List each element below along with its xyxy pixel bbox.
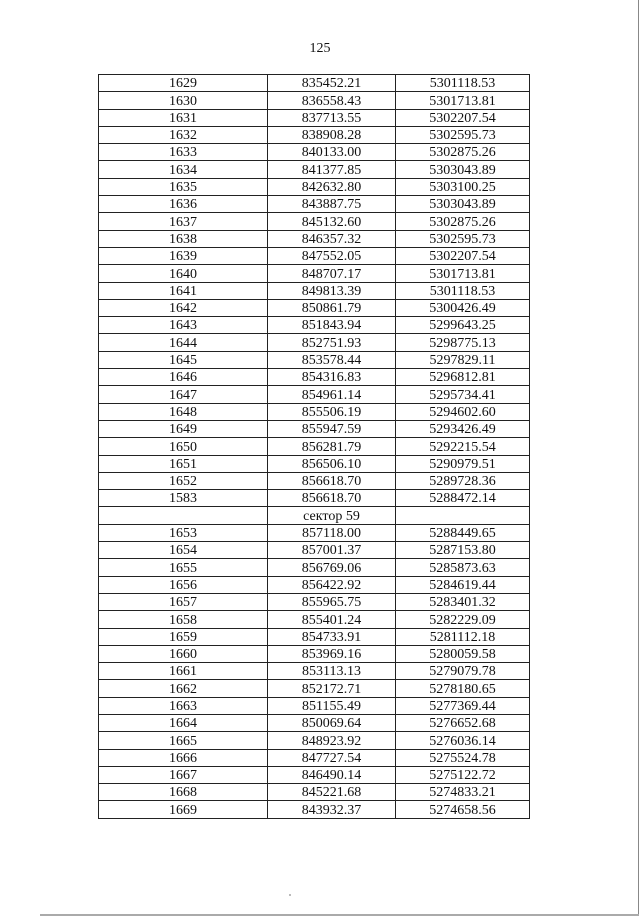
- point-number-cell: 1634: [99, 161, 268, 178]
- x-coordinate-cell: 856281.79: [268, 438, 396, 455]
- table-row: [99, 697, 530, 714]
- y-coordinate-cell: 5281112.18: [396, 628, 530, 645]
- point-number-cell: 1646: [99, 369, 268, 386]
- y-coordinate-cell: 5279079.78: [396, 663, 530, 680]
- table-row: [99, 628, 530, 645]
- point-number-cell: 1637: [99, 213, 268, 230]
- x-coordinate-cell: 857118.00: [268, 524, 396, 541]
- table-row: [99, 438, 530, 455]
- x-coordinate-cell: 840133.00: [268, 144, 396, 161]
- y-coordinate-cell: 5295734.41: [396, 386, 530, 403]
- point-number-cell: 1666: [99, 749, 268, 766]
- y-coordinate-cell: 5288472.14: [396, 490, 530, 507]
- x-coordinate-cell: 846490.14: [268, 766, 396, 783]
- y-coordinate-cell: 5293426.49: [396, 420, 530, 437]
- section-empty-cell: [99, 507, 268, 524]
- x-coordinate-cell: 856769.06: [268, 559, 396, 576]
- point-number-cell: 1669: [99, 801, 268, 818]
- scan-speck: [289, 894, 291, 896]
- y-coordinate-cell: 5285873.63: [396, 559, 530, 576]
- table-row: [99, 247, 530, 264]
- x-coordinate-cell: 857001.37: [268, 542, 396, 559]
- page-number: 125: [309, 41, 331, 56]
- y-coordinate-cell: 5275524.78: [396, 749, 530, 766]
- point-number-cell: 1664: [99, 714, 268, 731]
- y-coordinate-cell: 5287153.80: [396, 542, 530, 559]
- x-coordinate-cell: 856506.10: [268, 455, 396, 472]
- table-row: [99, 542, 530, 559]
- point-number-cell: 1665: [99, 732, 268, 749]
- y-coordinate-cell: 5301118.53: [396, 282, 530, 299]
- point-number-cell: 1658: [99, 611, 268, 628]
- page-frame-right: [638, 0, 639, 916]
- point-number-cell: 1654: [99, 542, 268, 559]
- table-row: [99, 144, 530, 161]
- x-coordinate-cell: 853578.44: [268, 351, 396, 368]
- y-coordinate-cell: 5276036.14: [396, 732, 530, 749]
- table-row: [99, 265, 530, 282]
- point-number-cell: 1632: [99, 126, 268, 143]
- y-coordinate-cell: 5300426.49: [396, 299, 530, 316]
- y-coordinate-cell: 5276652.68: [396, 714, 530, 731]
- y-coordinate-cell: 5289728.36: [396, 472, 530, 489]
- x-coordinate-cell: 851843.94: [268, 317, 396, 334]
- table-row: [99, 178, 530, 195]
- point-number-cell: 1638: [99, 230, 268, 247]
- x-coordinate-cell: 850069.64: [268, 714, 396, 731]
- table-row: [99, 524, 530, 541]
- table-row: [99, 472, 530, 489]
- y-coordinate-cell: 5302875.26: [396, 213, 530, 230]
- x-coordinate-cell: 841377.85: [268, 161, 396, 178]
- x-coordinate-cell: 855947.59: [268, 420, 396, 437]
- y-coordinate-cell: 5292215.54: [396, 438, 530, 455]
- x-coordinate-cell: 856618.70: [268, 490, 396, 507]
- x-coordinate-cell: 854316.83: [268, 369, 396, 386]
- point-number-cell: 1636: [99, 196, 268, 213]
- point-number-cell: 1653: [99, 524, 268, 541]
- table-row: [99, 317, 530, 334]
- table-row: [99, 196, 530, 213]
- x-coordinate-cell: 838908.28: [268, 126, 396, 143]
- y-coordinate-cell: 5302595.73: [396, 126, 530, 143]
- x-coordinate-cell: 855401.24: [268, 611, 396, 628]
- coordinates-group-top: [99, 75, 530, 507]
- y-coordinate-cell: 5302207.54: [396, 109, 530, 126]
- point-number-cell: 1648: [99, 403, 268, 420]
- x-coordinate-cell: 835452.21: [268, 75, 396, 92]
- x-coordinate-cell: 849813.39: [268, 282, 396, 299]
- y-coordinate-cell: 5275122.72: [396, 766, 530, 783]
- table-row: [99, 351, 530, 368]
- y-coordinate-cell: 5288449.65: [396, 524, 530, 541]
- point-number-cell: 1630: [99, 92, 268, 109]
- table-row: [99, 455, 530, 472]
- point-number-cell: 1667: [99, 766, 268, 783]
- y-coordinate-cell: 5283401.32: [396, 593, 530, 610]
- coordinates-table: [98, 74, 530, 819]
- coordinates-group-bottom: [99, 524, 530, 818]
- table-row: [99, 299, 530, 316]
- x-coordinate-cell: 847727.54: [268, 749, 396, 766]
- x-coordinate-cell: 845132.60: [268, 213, 396, 230]
- y-coordinate-cell: 5274833.21: [396, 784, 530, 801]
- table-row: [99, 161, 530, 178]
- point-number-cell: 1631: [99, 109, 268, 126]
- x-coordinate-cell: 854733.91: [268, 628, 396, 645]
- section-header-group: [99, 507, 530, 524]
- point-number-cell: 1661: [99, 663, 268, 680]
- y-coordinate-cell: 5277369.44: [396, 697, 530, 714]
- table-row: [99, 576, 530, 593]
- point-number-cell: 1657: [99, 593, 268, 610]
- table-row: [99, 749, 530, 766]
- table-row: [99, 230, 530, 247]
- table-row: [99, 766, 530, 783]
- point-number-cell: 1645: [99, 351, 268, 368]
- table-row: [99, 420, 530, 437]
- x-coordinate-cell: 852751.93: [268, 334, 396, 351]
- table-row: [99, 334, 530, 351]
- table-row: [99, 213, 530, 230]
- table-row: [99, 282, 530, 299]
- point-number-cell: 1629: [99, 75, 268, 92]
- table-row: [99, 663, 530, 680]
- point-number-cell: 1633: [99, 144, 268, 161]
- x-coordinate-cell: 853113.13: [268, 663, 396, 680]
- point-number-cell: 1583: [99, 490, 268, 507]
- table-row: [99, 593, 530, 610]
- point-number-cell: 1659: [99, 628, 268, 645]
- x-coordinate-cell: 836558.43: [268, 92, 396, 109]
- y-coordinate-cell: 5297829.11: [396, 351, 530, 368]
- point-number-cell: 1642: [99, 299, 268, 316]
- table-row: [99, 784, 530, 801]
- point-number-cell: 1663: [99, 697, 268, 714]
- table-row: [99, 559, 530, 576]
- point-number-cell: 1656: [99, 576, 268, 593]
- point-number-cell: 1641: [99, 282, 268, 299]
- x-coordinate-cell: 848707.17: [268, 265, 396, 282]
- y-coordinate-cell: 5296812.81: [396, 369, 530, 386]
- point-number-cell: 1650: [99, 438, 268, 455]
- point-number-cell: 1655: [99, 559, 268, 576]
- y-coordinate-cell: 5282229.09: [396, 611, 530, 628]
- point-number-cell: 1649: [99, 420, 268, 437]
- y-coordinate-cell: 5302595.73: [396, 230, 530, 247]
- section-label: сектор 59: [268, 507, 396, 524]
- table-row: [99, 126, 530, 143]
- y-coordinate-cell: 5301713.81: [396, 265, 530, 282]
- table-row: [99, 92, 530, 109]
- point-number-cell: 1647: [99, 386, 268, 403]
- y-coordinate-cell: 5301118.53: [396, 75, 530, 92]
- point-number-cell: 1651: [99, 455, 268, 472]
- x-coordinate-cell: 851155.49: [268, 697, 396, 714]
- y-coordinate-cell: 5303043.89: [396, 161, 530, 178]
- table-row: [99, 801, 530, 818]
- x-coordinate-cell: 847552.05: [268, 247, 396, 264]
- x-coordinate-cell: 846357.32: [268, 230, 396, 247]
- table-row: [99, 714, 530, 731]
- x-coordinate-cell: 850861.79: [268, 299, 396, 316]
- y-coordinate-cell: 5302875.26: [396, 144, 530, 161]
- table-row: [99, 680, 530, 697]
- y-coordinate-cell: 5299643.25: [396, 317, 530, 334]
- x-coordinate-cell: 854961.14: [268, 386, 396, 403]
- point-number-cell: 1652: [99, 472, 268, 489]
- table-row: [99, 645, 530, 662]
- x-coordinate-cell: 855506.19: [268, 403, 396, 420]
- y-coordinate-cell: 5284619.44: [396, 576, 530, 593]
- x-coordinate-cell: 845221.68: [268, 784, 396, 801]
- y-coordinate-cell: 5303043.89: [396, 196, 530, 213]
- table-row: [99, 403, 530, 420]
- point-number-cell: 1640: [99, 265, 268, 282]
- table-row: [99, 611, 530, 628]
- y-coordinate-cell: 5274658.56: [396, 801, 530, 818]
- y-coordinate-cell: 5278180.65: [396, 680, 530, 697]
- x-coordinate-cell: 842632.80: [268, 178, 396, 195]
- point-number-cell: 1662: [99, 680, 268, 697]
- x-coordinate-cell: 848923.92: [268, 732, 396, 749]
- section-empty-cell: [396, 507, 530, 524]
- x-coordinate-cell: 856618.70: [268, 472, 396, 489]
- point-number-cell: 1660: [99, 645, 268, 662]
- section-row: [99, 507, 530, 524]
- y-coordinate-cell: 5290979.51: [396, 455, 530, 472]
- point-number-cell: 1644: [99, 334, 268, 351]
- y-coordinate-cell: 5302207.54: [396, 247, 530, 264]
- point-number-cell: 1643: [99, 317, 268, 334]
- y-coordinate-cell: 5303100.25: [396, 178, 530, 195]
- table-row: [99, 75, 530, 92]
- x-coordinate-cell: 855965.75: [268, 593, 396, 610]
- x-coordinate-cell: 852172.71: [268, 680, 396, 697]
- x-coordinate-cell: 843887.75: [268, 196, 396, 213]
- y-coordinate-cell: 5294602.60: [396, 403, 530, 420]
- x-coordinate-cell: 853969.16: [268, 645, 396, 662]
- table-row: [99, 490, 530, 507]
- point-number-cell: 1635: [99, 178, 268, 195]
- y-coordinate-cell: 5301713.81: [396, 92, 530, 109]
- x-coordinate-cell: 856422.92: [268, 576, 396, 593]
- table-row: [99, 386, 530, 403]
- table-row: [99, 732, 530, 749]
- y-coordinate-cell: 5280059.58: [396, 645, 530, 662]
- point-number-cell: 1639: [99, 247, 268, 264]
- y-coordinate-cell: 5298775.13: [396, 334, 530, 351]
- point-number-cell: 1668: [99, 784, 268, 801]
- table-row: [99, 369, 530, 386]
- x-coordinate-cell: 843932.37: [268, 801, 396, 818]
- table-row: [99, 109, 530, 126]
- x-coordinate-cell: 837713.55: [268, 109, 396, 126]
